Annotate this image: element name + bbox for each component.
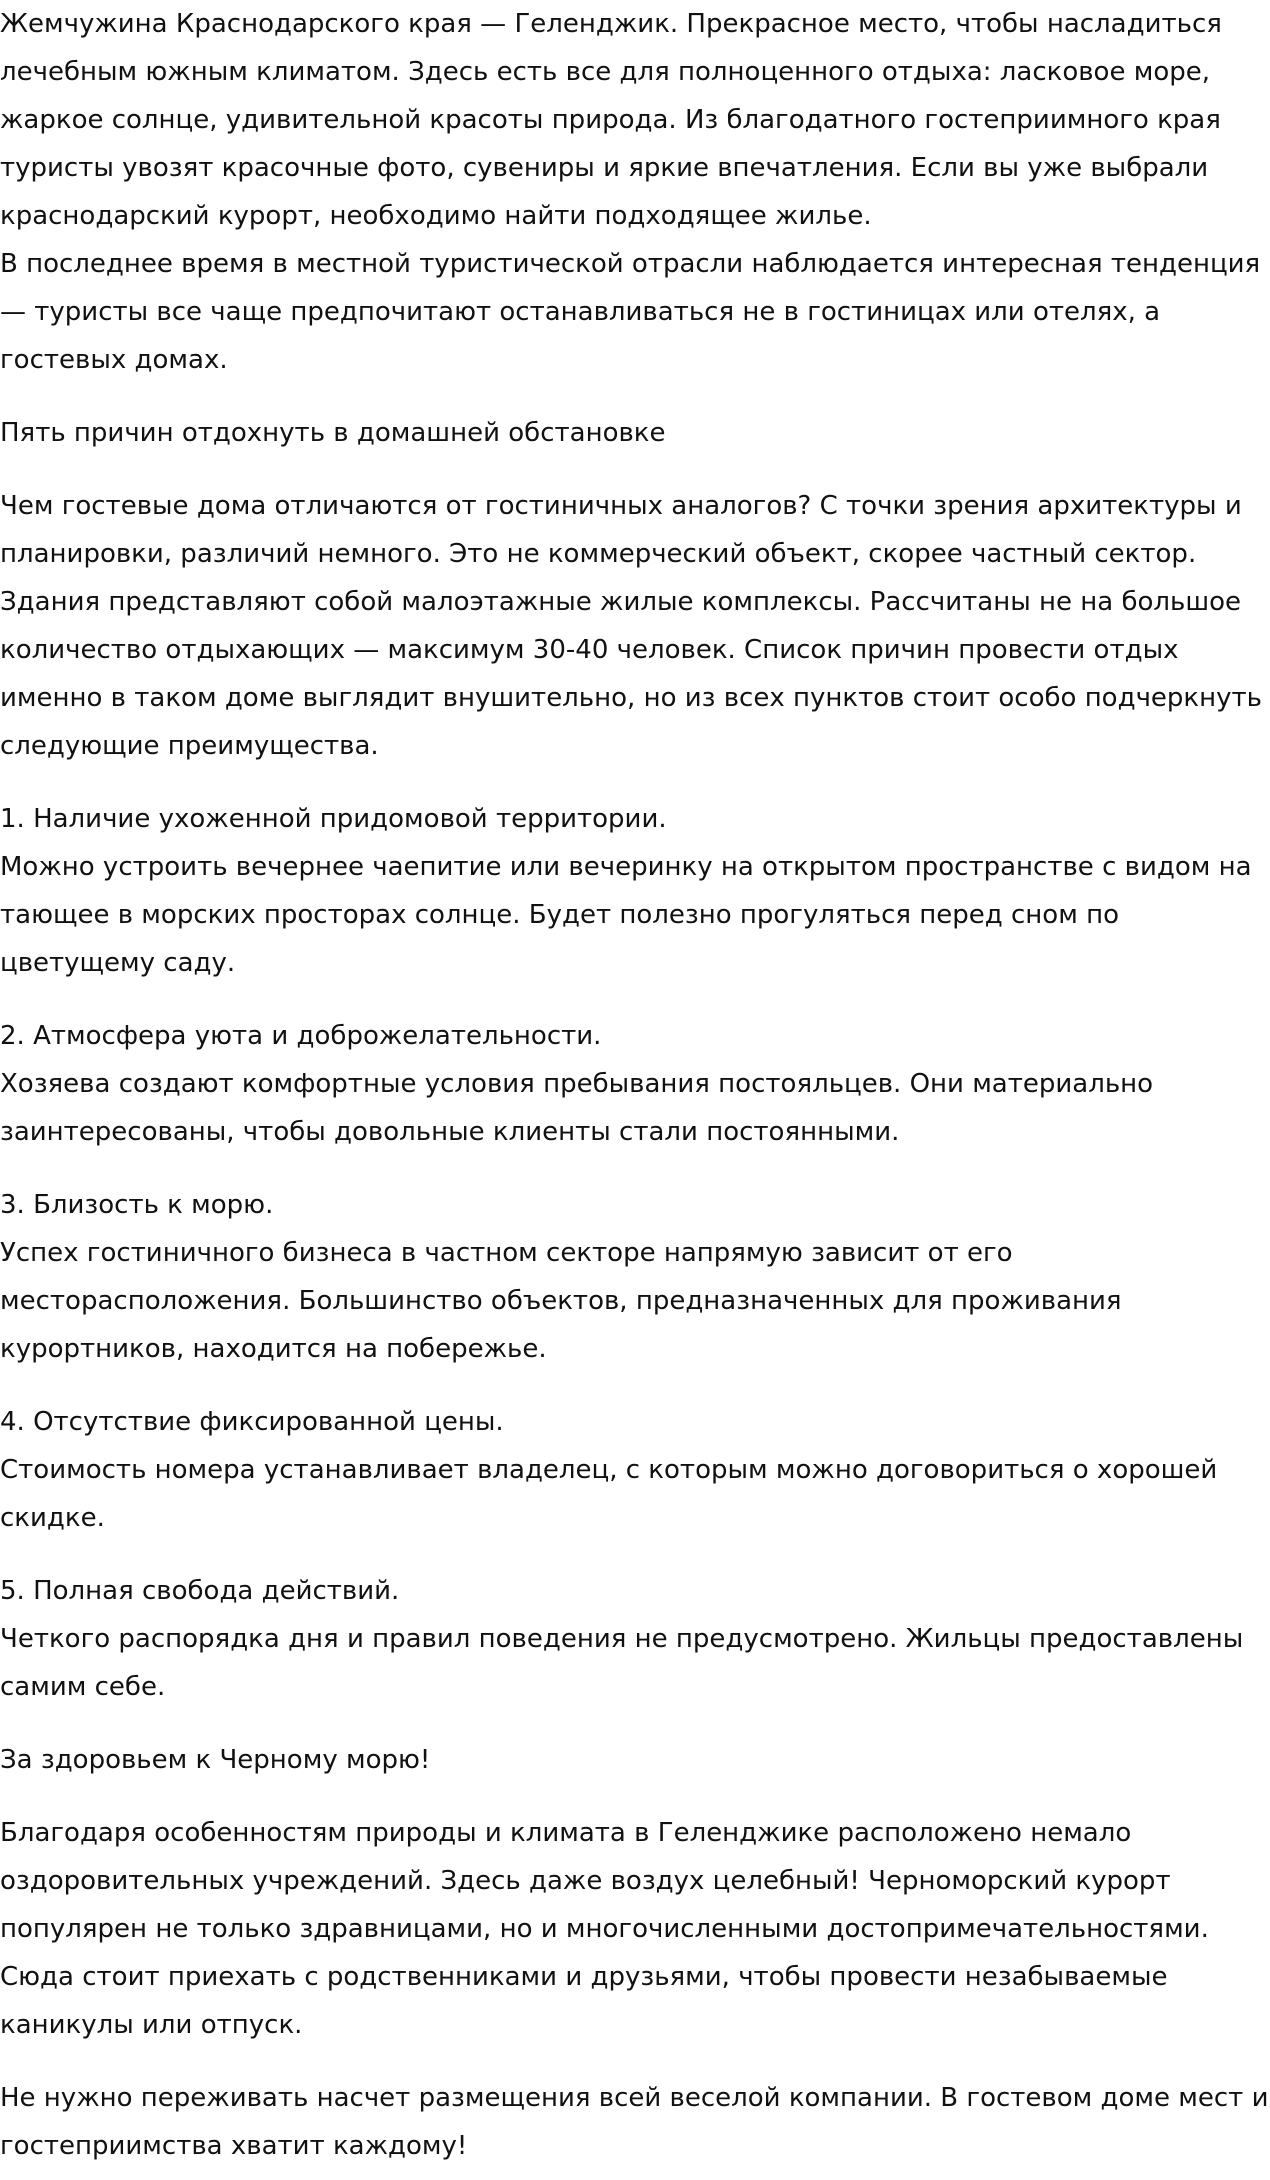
- health-paragraph: Благодаря особенностям природы и климата в Геленджике расположено немало оздоровительных учреждений. Здесь даже воздух целебный! Черноморский курорт популярен не только здравницами, но и многочисленными достопримечательностями. Сюда стоит приехать с родственниками и друзьями, чтобы провести незабываемые каникулы или отпуск.: [0, 1818, 1209, 2040]
- section-heading-five-reasons: Пять причин отдохнуть в домашней обстановке: [0, 418, 666, 448]
- reason-1-paragraph: 1. Наличие ухоженной придомовой территории. Можно устроить вечернее чаепитие или вечеринку на открытом пространстве с видом на тающее в морских просторах солнце. Будет полезно прогуляться перед сном по цветущему саду.: [0, 804, 1252, 978]
- section-heading-health: За здоровьем к Черному морю!: [0, 1745, 431, 1775]
- reason-5-paragraph: 5. Полная свобода действий. Четкого распорядка дня и правил поведения не предусмотрено. Жильцы предоставлены самим себе.: [0, 1576, 1244, 1702]
- reason-3-paragraph: 3. Близость к морю. Успех гостиничного бизнеса в частном секторе напрямую зависит от его месторасположения. Большинство объектов, предназначенных для проживания курортников, находится на побережье.: [0, 1190, 1122, 1364]
- reason-2-paragraph: 2. Атмосфера уюта и доброжелательности. Хозяева создают комфортные условия пребывания постояльцев. Они материально заинтересованы, чтобы довольные клиенты стали постоянными.: [0, 1021, 1154, 1147]
- comparison-paragraph: Чем гостевые дома отличаются от гостиничных аналогов? С точки зрения архитектуры и планировки, различий немного. Это не коммерческий объект, скорее частный сектор. Здания представляют собой малоэтажные жилые комплексы. Рассчитаны не на большое количество отдыхающих — максимум 30-40 человек. Список причин провести отдых именно в таком доме выглядит внушительно, но из всех пунктов стоит особо подчеркнуть следующие преимущества.: [0, 491, 1262, 761]
- closing-paragraph: Не нужно переживать насчет размещения всей веселой компании. В гостевом доме мест и гостеприимства хватит каждому!: [0, 2083, 1269, 2161]
- reason-4-paragraph: 4. Отсутствие фиксированной цены. Стоимость номера устанавливает владелец, с которым можно договориться о хорошей скидке.: [0, 1407, 1218, 1533]
- intro-paragraph: Жемчужина Краснодарского края — Геленджик. Прекрасное место, чтобы насладиться лечебным южным климатом. Здесь есть все для полноценного отдыха: ласковое море, жаркое солнце, удивительной красоты природа. Из благодатного гостеприимного края туристы увозят красочные фото, сувениры и яркие впечатления. Если вы уже выбрали краснодарский курорт, необходимо найти подходящее жилье. В последнее время в местной туристической отрасли наблюдается интересная тенденция — туристы все чаще предпочитают останавливаться не в гостиницах или отелях, а гостевых домах.: [0, 9, 1261, 375]
